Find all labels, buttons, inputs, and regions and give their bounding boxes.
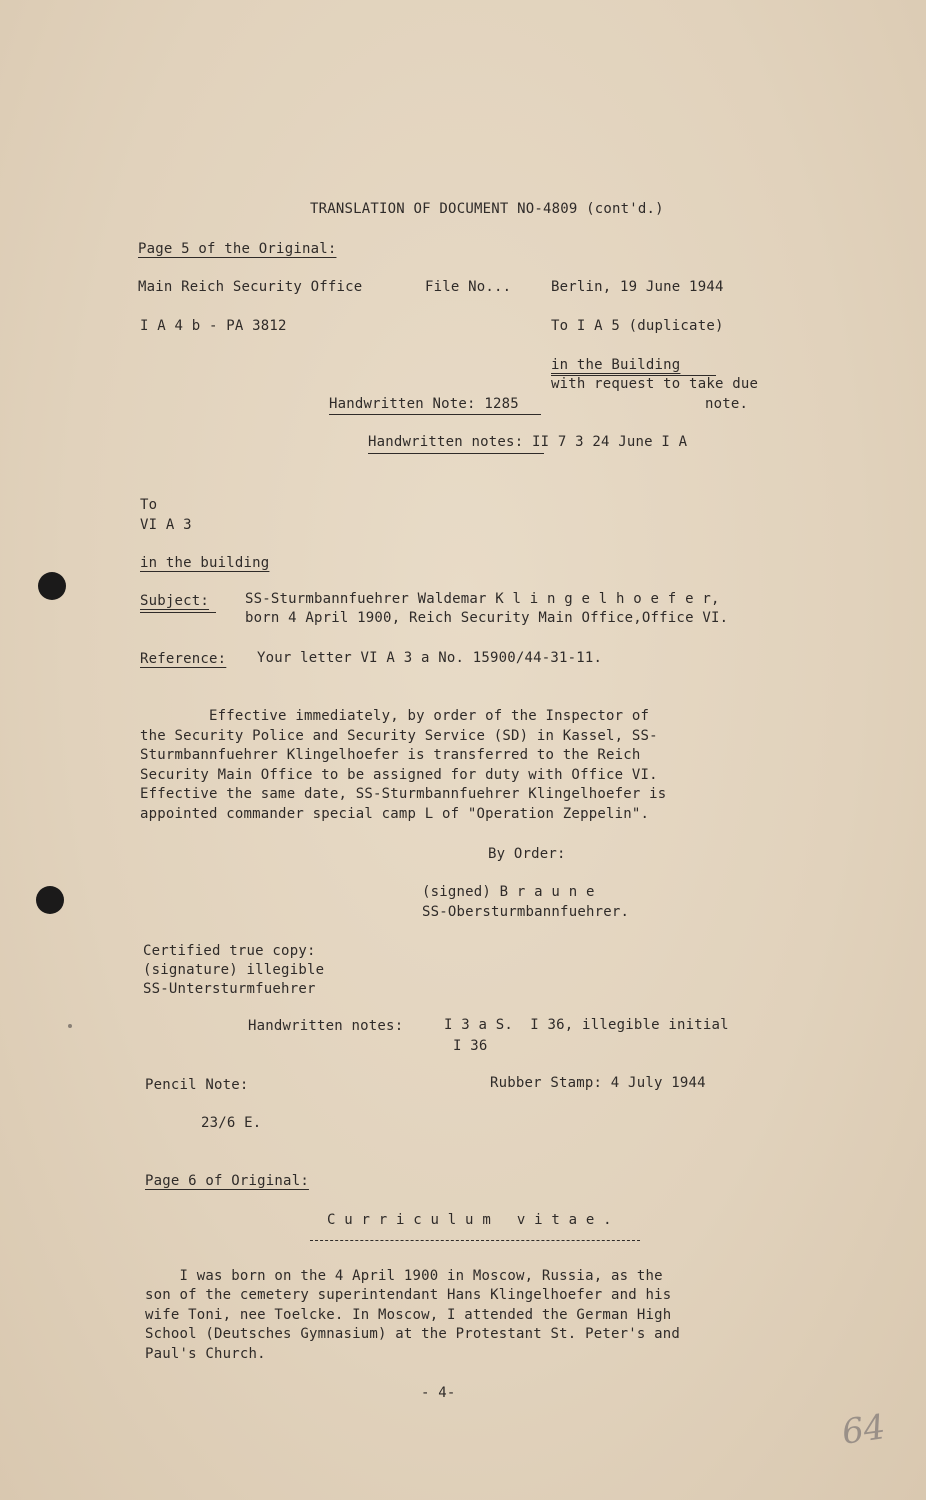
cv-line: son of the cemetery superintendant Hans Klingelhoefer and his bbox=[145, 1287, 672, 1303]
cv-line: School (Deutsches Gymnasium) at the Protestant St. Peter's and bbox=[145, 1326, 680, 1342]
document-title: TRANSLATION OF DOCUMENT NO-4809 (cont'd.) bbox=[310, 201, 664, 217]
subject-label: Subject: bbox=[140, 593, 210, 609]
punch-hole-bottom bbox=[36, 886, 64, 914]
office-name: Main Reich Security Office bbox=[138, 279, 363, 295]
handwritten-notes-text2: I 36 bbox=[453, 1038, 488, 1054]
subject-line1: SS-Sturmbannfuehrer Waldemar K l i n g e l h o e f e r, bbox=[245, 591, 720, 607]
by-order: By Order: bbox=[488, 846, 566, 862]
addressee-unit: VI A 3 bbox=[140, 517, 192, 533]
body-line: the Security Police and Security Service (SD) in Kassel, SS- bbox=[140, 728, 658, 744]
certified-line1: Certified true copy: bbox=[143, 943, 316, 959]
paper-speck bbox=[68, 1024, 72, 1028]
cv-line: Paul's Church. bbox=[145, 1346, 266, 1362]
handwritten-notes-text: I 3 a S. I 36, illegible initial bbox=[444, 1017, 729, 1033]
reference-text: Your letter VI A 3 a No. 15900/44-31-11. bbox=[257, 650, 603, 666]
heading-dashes bbox=[310, 1240, 640, 1241]
handwritten-notes-rule bbox=[368, 453, 544, 454]
subject-rule bbox=[140, 612, 216, 613]
signed-name: (signed) B r a u n e bbox=[422, 884, 595, 900]
page6-label: Page 6 of Original: bbox=[145, 1173, 309, 1189]
curriculum-heading: C u r r i c u l u m v i t a e . bbox=[327, 1212, 612, 1228]
body-line: Security Main Office to be assigned for duty with Office VI. bbox=[140, 767, 658, 783]
with-request-line2: note. bbox=[705, 396, 749, 412]
handwritten-note-rule bbox=[329, 414, 541, 415]
body-line: Effective immediately, by order of the Inspector of bbox=[140, 708, 650, 724]
cv-line: I was born on the 4 April 1900 in Moscow, Russia, as the bbox=[145, 1268, 663, 1284]
subject-line2: born 4 April 1900, Reich Security Main Office,Office VI. bbox=[245, 610, 729, 626]
body-line: appointed commander special camp L of "Operation Zeppelin". bbox=[140, 806, 650, 822]
with-request-line1: with request to take due bbox=[551, 376, 759, 392]
cv-line: wife Toni, nee Toelcke. In Moscow, I attended the German High bbox=[145, 1307, 672, 1323]
in-building-line: in the Building bbox=[551, 357, 681, 373]
handwritten-notes-label: Handwritten notes: bbox=[248, 1018, 404, 1034]
reference-code: I A 4 b - PA 3812 bbox=[140, 318, 287, 334]
file-number: File No... bbox=[425, 279, 512, 295]
body-line: Sturmbannfuehrer Klingelhoefer is transferred to the Reich bbox=[140, 747, 641, 763]
punch-hole-top bbox=[38, 572, 66, 600]
page5-label: Page 5 of the Original: bbox=[138, 241, 337, 257]
signer-rank: SS-Obersturmbannfuehrer. bbox=[422, 904, 630, 920]
handwritten-page-number: 64 bbox=[839, 1407, 888, 1453]
pencil-note-value: 23/6 E. bbox=[201, 1115, 262, 1131]
pencil-note-label: Pencil Note: bbox=[145, 1077, 249, 1093]
page-number: - 4- bbox=[421, 1385, 456, 1401]
certified-line2: (signature) illegible bbox=[143, 962, 325, 978]
to-line: To I A 5 (duplicate) bbox=[551, 318, 724, 334]
certified-line3: SS-Untersturmfuehrer bbox=[143, 981, 316, 997]
addressee-to: To bbox=[140, 497, 158, 513]
addressee-building: in the building bbox=[140, 555, 270, 571]
reference-label: Reference: bbox=[140, 651, 227, 667]
handwritten-notes: Handwritten notes: II 7 3 24 June I A bbox=[368, 434, 688, 450]
rubber-stamp: Rubber Stamp: 4 July 1944 bbox=[490, 1075, 706, 1091]
body-line: Effective the same date, SS-Sturmbannfuehrer Klingelhoefer is bbox=[140, 786, 667, 802]
handwritten-note: Handwritten Note: 1285 bbox=[329, 396, 519, 412]
letter-date: Berlin, 19 June 1944 bbox=[551, 279, 724, 295]
